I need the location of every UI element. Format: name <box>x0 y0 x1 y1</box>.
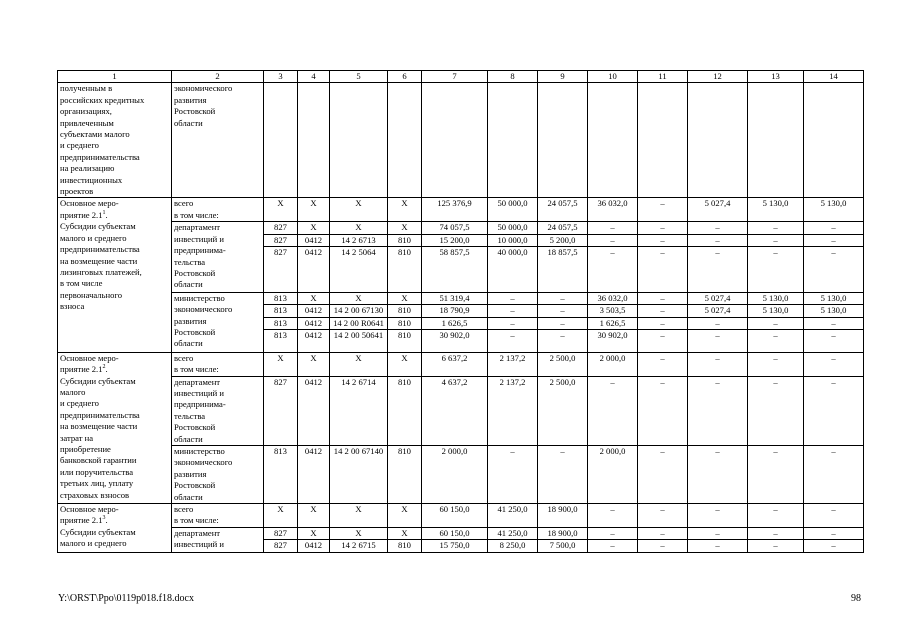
measure-title: Основное меро- приятие 2.1 <box>60 352 119 375</box>
table-cell: 74 057,5 <box>422 222 488 234</box>
table-cell: 810 <box>388 376 422 445</box>
table-cell: 2 500,0 <box>538 376 588 445</box>
measure-superscript: 2 <box>102 364 106 371</box>
table-cell: 1 626,5 <box>422 317 488 329</box>
table-cell: Х <box>298 222 330 234</box>
table-cell: 810 <box>388 540 422 552</box>
table-cell: Х <box>330 352 388 376</box>
table-cell: 5 027,4 <box>688 198 748 222</box>
table-cell: – <box>588 222 638 234</box>
table-cell: Х <box>298 352 330 376</box>
table-cell: 0412 <box>298 445 330 503</box>
column-header: 4 <box>298 71 330 83</box>
table-cell: 810 <box>388 247 422 293</box>
table-cell: – <box>688 503 748 527</box>
table-cell: 50 000,0 <box>488 222 538 234</box>
table-cell: 5 130,0 <box>804 292 864 304</box>
table-cell: 14 2 6714 <box>330 376 388 445</box>
measure-text: Субсидии субъектам малого и среднего предпринимательства на возмещение части лизинговых платежей, в том числе первоначального взноса <box>60 221 142 312</box>
table-cell: – <box>638 445 688 503</box>
table-cell: 0412 <box>298 317 330 329</box>
table-cell: Х <box>264 198 298 222</box>
table-cell: – <box>688 329 748 352</box>
budget-table <box>57 70 864 553</box>
table-cell: 14 2 6715 <box>330 540 388 552</box>
table-cell: 36 032,0 <box>588 198 638 222</box>
table-cell: Х <box>388 527 422 539</box>
column-header: 7 <box>422 71 488 83</box>
table-cell: – <box>588 503 638 527</box>
table-cell: – <box>688 222 748 234</box>
table-cell: 0412 <box>298 540 330 552</box>
table-cell: – <box>488 292 538 304</box>
table-cell: – <box>688 445 748 503</box>
table-cell: – <box>688 247 748 293</box>
table-cell: – <box>588 376 638 445</box>
table-cell: – <box>688 376 748 445</box>
column-header: 3 <box>264 71 298 83</box>
table-cell: – <box>638 329 688 352</box>
table-cell: 4 637,2 <box>422 376 488 445</box>
footer-file-path: Y:\ORST\Ppo\0119p018.f18.docx <box>58 593 194 604</box>
executor-label: департамент инвестиций и предпринима- тельства Ростовской области <box>172 222 264 292</box>
measure-text: полученным в российских кредитных организациях, привлеченным субъектами малого и среднего предпринимательства на реализацию инвестиционных проектов <box>60 83 145 197</box>
executor-label: департамент инвестиций и предпринима- тельства Ростовской области <box>172 376 264 445</box>
table-cell: Х <box>388 503 422 527</box>
table-cell <box>638 83 688 198</box>
table-cell: Х <box>264 352 298 376</box>
table-row <box>58 527 864 539</box>
table-row <box>58 352 864 376</box>
table-cell: – <box>538 317 588 329</box>
table-cell: – <box>538 292 588 304</box>
table-cell: 36 032,0 <box>588 292 638 304</box>
table-cell: 827 <box>264 247 298 293</box>
table-cell: 30 902,0 <box>588 329 638 352</box>
table-cell: 14 2 00 67130 <box>330 305 388 317</box>
table-cell: 18 900,0 <box>538 527 588 539</box>
column-header: 6 <box>388 71 422 83</box>
table-cell: – <box>748 234 804 246</box>
table-cell: 14 2 6713 <box>330 234 388 246</box>
table-cell: – <box>638 247 688 293</box>
table-cell: – <box>688 527 748 539</box>
measure-text: Субсидии субъектам малого и среднего предпринимательства на возмещение части затрат на приобретение банковской гарантии или поручительства третьих лиц, уплату страховых взносов <box>60 375 140 500</box>
column-header: 11 <box>638 71 688 83</box>
table-cell: 5 130,0 <box>748 292 804 304</box>
measure-superscript: 3 <box>102 515 106 522</box>
table-cell: – <box>804 234 864 246</box>
table-cell: 14 2 00 67140 <box>330 445 388 503</box>
measure-title: Основное меро- приятие 2.1 <box>60 198 119 220</box>
table-cell: 41 250,0 <box>488 527 538 539</box>
table-cell: – <box>638 503 688 527</box>
table-cell: – <box>488 305 538 317</box>
table-cell: 827 <box>264 222 298 234</box>
table-cell: – <box>588 527 638 539</box>
column-header: 8 <box>488 71 538 83</box>
table-row <box>58 503 864 527</box>
table-cell: 827 <box>264 234 298 246</box>
table-cell: Х <box>330 222 388 234</box>
table-cell: – <box>688 234 748 246</box>
table-row <box>58 376 864 445</box>
table-cell: 14 2 5064 <box>330 247 388 293</box>
table-cell: 813 <box>264 292 298 304</box>
table-cell: 51 319,4 <box>422 292 488 304</box>
table-cell: Х <box>388 352 422 376</box>
column-header: 5 <box>330 71 388 83</box>
executor-label: министерство экономического развития Ростовской области <box>172 445 264 503</box>
table-cell: 0412 <box>298 376 330 445</box>
table-cell: – <box>588 247 638 293</box>
table-cell <box>748 83 804 198</box>
table-cell: – <box>638 317 688 329</box>
table-row <box>58 292 864 304</box>
table-cell: – <box>538 445 588 503</box>
table-cell: 5 027,4 <box>688 292 748 304</box>
table-cell: – <box>748 247 804 293</box>
table-cell: 2 137,2 <box>488 352 538 376</box>
table-cell: – <box>688 317 748 329</box>
table-cell: 18 900,0 <box>538 503 588 527</box>
table-cell: Х <box>330 527 388 539</box>
table-cell: – <box>488 445 538 503</box>
executor-label: департамент инвестиций и <box>172 527 264 552</box>
table-cell: – <box>804 222 864 234</box>
table-cell: – <box>804 247 864 293</box>
table-cell: 813 <box>264 317 298 329</box>
table-cell: 813 <box>264 445 298 503</box>
table-cell: 5 130,0 <box>804 198 864 222</box>
table-cell: – <box>804 540 864 552</box>
table-cell <box>804 83 864 198</box>
table-cell: – <box>638 222 688 234</box>
table-cell: 5 130,0 <box>748 198 804 222</box>
measure-description: Основное меро- приятие $2.1^2$. Субсидии субъектам малого и среднего предпринимательства на возмещение части затрат на приобретение банковской гарантии или поручительства третьих лиц, уплату страховых взносов <box>58 352 172 503</box>
table-cell: 14 2 00 50641 <box>330 329 388 352</box>
table-cell: 1 626,5 <box>588 317 638 329</box>
table-cell: Х <box>298 198 330 222</box>
table-cell: 50 000,0 <box>488 198 538 222</box>
table-cell <box>588 83 638 198</box>
table-cell: – <box>638 376 688 445</box>
table-cell: – <box>638 540 688 552</box>
table-cell: 40 000,0 <box>488 247 538 293</box>
executor-label: всего в том числе: <box>172 198 264 222</box>
table-cell: 60 150,0 <box>422 503 488 527</box>
table-cell: – <box>748 329 804 352</box>
table-cell: Х <box>330 292 388 304</box>
table-cell: 827 <box>264 376 298 445</box>
table-cell: 5 027,4 <box>688 305 748 317</box>
table-cell: – <box>804 527 864 539</box>
table-cell: Х <box>298 527 330 539</box>
table-cell: Х <box>330 198 388 222</box>
table-cell: Х <box>298 292 330 304</box>
table-row <box>58 83 864 198</box>
table-cell: Х <box>298 503 330 527</box>
table-cell: 24 057,5 <box>538 198 588 222</box>
table-cell: 2 137,2 <box>488 376 538 445</box>
table-cell: 0412 <box>298 305 330 317</box>
table-cell: – <box>748 503 804 527</box>
table-cell: 18 857,5 <box>538 247 588 293</box>
table-cell: – <box>588 540 638 552</box>
table-cell: – <box>638 198 688 222</box>
table-cell: 0412 <box>298 247 330 293</box>
table-cell <box>298 83 330 198</box>
executor-label: министерство экономического развития Ростовской области <box>172 292 264 352</box>
table-cell: – <box>804 376 864 445</box>
measure-description: Основное меро- приятие $2.1^3$. Субсидии субъектам малого и среднего <box>58 503 172 552</box>
table-cell <box>422 83 488 198</box>
table-cell: 0412 <box>298 329 330 352</box>
table-cell: – <box>488 329 538 352</box>
table-cell: 7 500,0 <box>538 540 588 552</box>
table-cell <box>538 83 588 198</box>
table-cell: 3 503,5 <box>588 305 638 317</box>
table-cell: 41 250,0 <box>488 503 538 527</box>
table-cell <box>264 83 298 198</box>
table-cell: 18 790,9 <box>422 305 488 317</box>
table-cell: 827 <box>264 527 298 539</box>
table-cell: – <box>804 317 864 329</box>
table-cell: 8 250,0 <box>488 540 538 552</box>
table-cell: 2 000,0 <box>422 445 488 503</box>
table-cell: – <box>638 527 688 539</box>
column-header: 13 <box>748 71 804 83</box>
table-cell: 14 2 00 R0641 <box>330 317 388 329</box>
table-cell: – <box>638 234 688 246</box>
table-cell <box>488 83 538 198</box>
table-cell: – <box>588 234 638 246</box>
table-cell: 2 500,0 <box>538 352 588 376</box>
table-cell <box>688 83 748 198</box>
column-header: 9 <box>538 71 588 83</box>
table-cell: 2 000,0 <box>588 445 638 503</box>
measure-text: Субсидии субъектам малого и среднего <box>60 526 136 549</box>
table-cell <box>388 83 422 198</box>
table-cell: – <box>688 540 748 552</box>
table-cell: 810 <box>388 445 422 503</box>
measure-title: Основное меро- приятие 2.1 <box>60 503 119 526</box>
table-cell: – <box>748 445 804 503</box>
table-cell: – <box>804 503 864 527</box>
table-cell: Х <box>388 198 422 222</box>
table-cell: – <box>748 352 804 376</box>
table-cell: 30 902,0 <box>422 329 488 352</box>
table-cell: Х <box>388 292 422 304</box>
table-cell: 5 130,0 <box>804 305 864 317</box>
table-cell: 15 750,0 <box>422 540 488 552</box>
table-cell: 810 <box>388 317 422 329</box>
column-header: 12 <box>688 71 748 83</box>
table-cell: 813 <box>264 305 298 317</box>
table-cell: – <box>748 376 804 445</box>
table-cell: 827 <box>264 540 298 552</box>
measure-description <box>58 83 172 198</box>
page-number: 98 <box>851 593 861 604</box>
table-cell: 125 376,9 <box>422 198 488 222</box>
table-cell: – <box>638 352 688 376</box>
table-cell: – <box>688 352 748 376</box>
table-cell: – <box>638 305 688 317</box>
table-cell <box>330 83 388 198</box>
table-cell: Х <box>330 503 388 527</box>
table-cell: 5 130,0 <box>748 305 804 317</box>
column-header: 1 <box>58 71 172 83</box>
table-row <box>58 222 864 234</box>
table-cell: 810 <box>388 305 422 317</box>
table-cell: 15 200,0 <box>422 234 488 246</box>
table-cell: – <box>748 540 804 552</box>
table-row <box>58 445 864 503</box>
table-cell: 60 150,0 <box>422 527 488 539</box>
table-cell: Х <box>264 503 298 527</box>
table-cell: 6 637,2 <box>422 352 488 376</box>
table-row <box>58 198 864 222</box>
table-cell: 58 857,5 <box>422 247 488 293</box>
executor-label: всего в том числе: <box>172 503 264 527</box>
table-cell: 810 <box>388 234 422 246</box>
table-cell: 0412 <box>298 234 330 246</box>
table-cell: 24 057,5 <box>538 222 588 234</box>
column-header: 14 <box>804 71 864 83</box>
table-cell: 10 000,0 <box>488 234 538 246</box>
table-cell: 810 <box>388 329 422 352</box>
table-cell: – <box>748 222 804 234</box>
measure-superscript: 1 <box>102 210 106 217</box>
table-cell: – <box>804 352 864 376</box>
table-cell: Х <box>388 222 422 234</box>
table-cell: – <box>748 317 804 329</box>
table-cell: – <box>804 329 864 352</box>
table-cell: – <box>804 445 864 503</box>
table-cell: – <box>538 305 588 317</box>
table-cell: 813 <box>264 329 298 352</box>
table-cell: 5 200,0 <box>538 234 588 246</box>
executor-label: экономического развития Ростовской области <box>172 83 264 198</box>
column-header: 10 <box>588 71 638 83</box>
table-cell: – <box>488 317 538 329</box>
executor-label: всего в том числе: <box>172 352 264 376</box>
table-cell: – <box>638 292 688 304</box>
table-cell: – <box>538 329 588 352</box>
measure-description: Основное меро- приятие $2.1^1$. Субсидии субъектам малого и среднего предпринимательства на возмещение части лизинговых платежей, в том числе первоначального взноса <box>58 198 172 352</box>
table-header-row <box>58 71 864 83</box>
table-cell: 2 000,0 <box>588 352 638 376</box>
column-header: 2 <box>172 71 264 83</box>
table-cell: – <box>748 527 804 539</box>
